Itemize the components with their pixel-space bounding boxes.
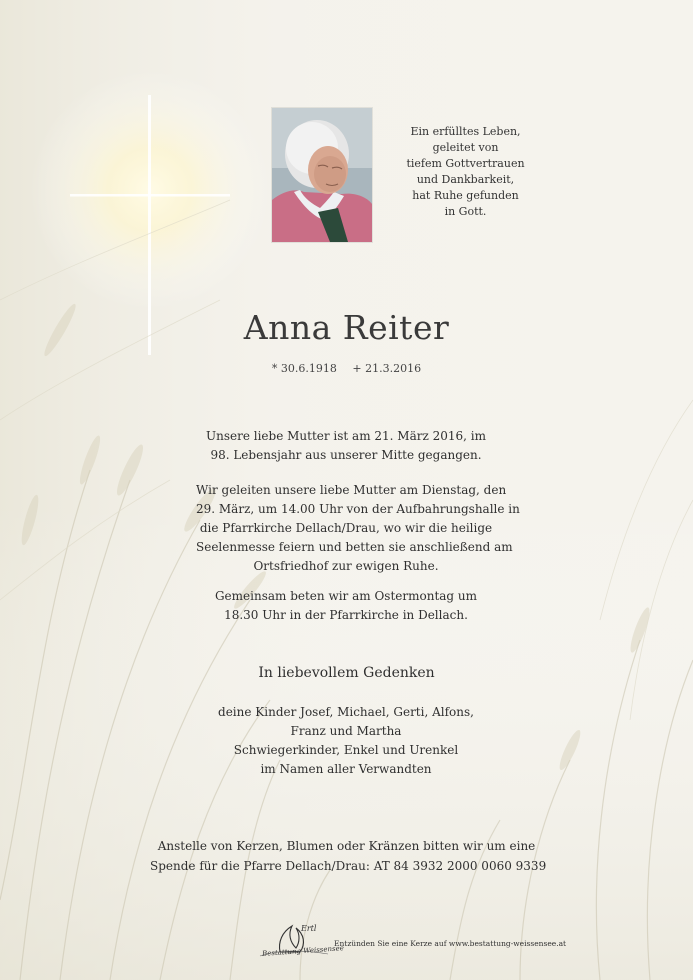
mourner-line: Franz und Martha <box>290 724 402 738</box>
announcement-paragraph <box>196 427 496 465</box>
paragraph-line: 98. Lebensjahr aus unserer Mitte gegangen. <box>210 448 482 462</box>
paragraph-line: 29. März, um 14.00 Uhr von der Aufbahrungshalle in <box>196 502 520 516</box>
paragraph-line: Wir geleiten unsere liebe Mutter am Dienstag, den <box>196 483 507 497</box>
quote-line: geleitet von <box>432 141 499 154</box>
footer <box>256 922 586 962</box>
paragraph-line: Unsere liebe Mutter ist am 21. März 2016, im <box>205 429 487 443</box>
mourner-line: deine Kinder Josef, Michael, Gerti, Alfons, <box>218 705 474 719</box>
prayer-paragraph <box>196 587 496 625</box>
quote-line: und Dankbarkeit, <box>416 173 515 186</box>
logo-name: Ertl <box>301 924 317 933</box>
paragraph-line: die Pfarrkirche Dellach/Drau, wo wir die heilige <box>199 521 493 535</box>
paragraph-line: 18.30 Uhr in der Pfarrkirche in Dellach. <box>224 608 468 622</box>
quote-line: Ein erfülltes Leben, <box>410 125 521 138</box>
birth-date: * 30.6.1918 <box>271 362 337 375</box>
note-line: Anstelle von Kerzen, Blumen oder Kränzen bitten wir um eine <box>157 839 536 853</box>
logo-subtitle: Bestattung Weissensee <box>261 944 345 958</box>
paragraph-line: Ortsfriedhof zur ewigen Ruhe. <box>253 559 439 573</box>
mourner-line: Schwiegerkinder, Enkel und Urenkel <box>233 743 459 757</box>
mourner-line: im Namen aller Verwandten <box>260 762 432 776</box>
candle-link-text[interactable]: Entzünden Sie eine Kerze auf www.bestattung-weissensee.at <box>334 939 567 948</box>
donation-note <box>150 836 547 876</box>
quote-line: tiefem Gottvertrauen <box>406 157 525 170</box>
funeral-home-logo <box>256 922 345 960</box>
note-line: Spende für die Pfarre Dellach/Drau: AT 84 3932 2000 0060 9339 <box>150 859 547 873</box>
mourners-list <box>196 703 496 779</box>
deceased-name: Anna Reiter <box>243 308 450 347</box>
quote <box>398 124 533 220</box>
quote-line: in Gott. <box>444 205 487 218</box>
quote-line: hat Ruhe gefunden <box>412 189 519 202</box>
funeral-paragraph <box>196 481 520 576</box>
death-date: + 21.3.2016 <box>352 362 422 375</box>
life-dates <box>0 362 693 375</box>
paragraph-line: Seelenmesse feiern und betten sie anschließend am <box>196 540 513 554</box>
paragraph-line: Gemeinsam beten wir am Ostermontag um <box>214 589 478 603</box>
remembrance-heading: In liebevollem Gedenken <box>258 665 435 681</box>
portrait-photo <box>272 108 372 242</box>
